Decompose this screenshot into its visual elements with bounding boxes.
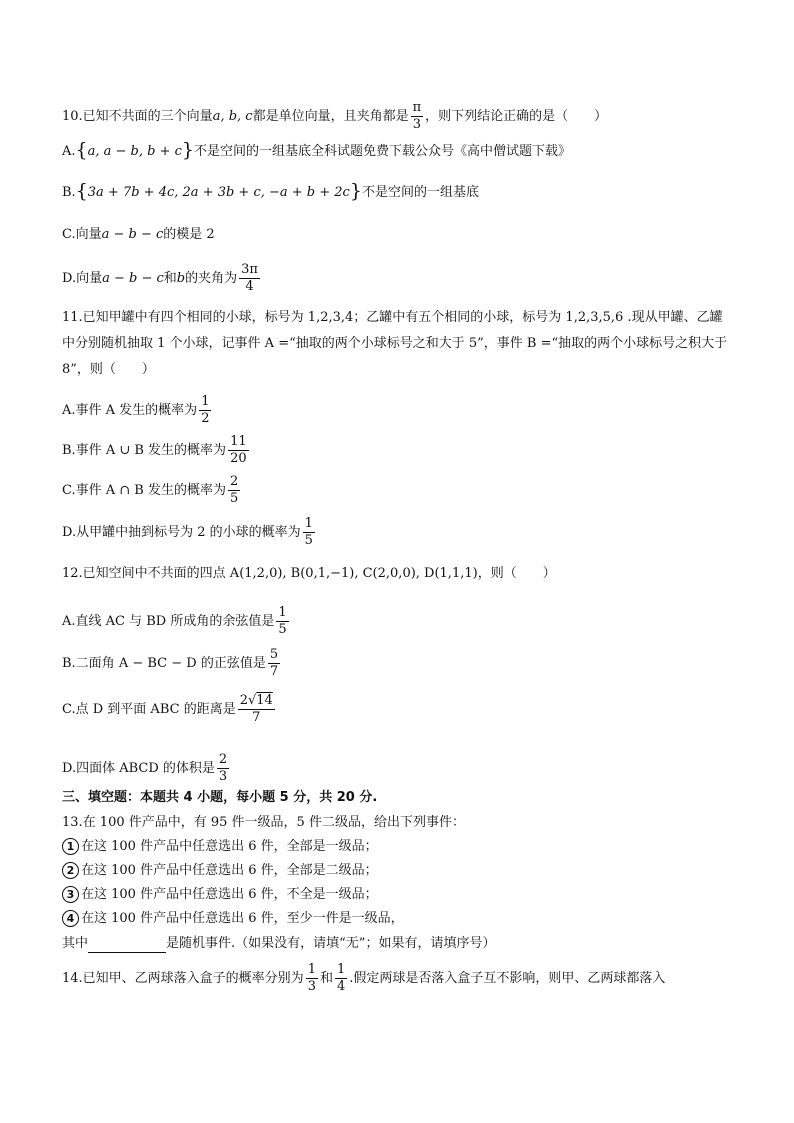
q13-item-1 — [62, 838, 378, 856]
q14-pre: 14.已知甲、乙两球落入盒子的概率分别为 — [62, 971, 304, 986]
q12-a-den: 5 — [278, 622, 287, 637]
circled-number-icon: 4 — [62, 910, 79, 927]
q12-c-num-rad: 14 — [256, 693, 273, 708]
q10-option-b: B.{3a + 7b + 4c, 2a + 3b + c, −a + b + 2c}不是空间的一组基底 — [62, 180, 479, 202]
q12-b-num: 5 — [269, 647, 279, 662]
q10-a-label: A. — [62, 144, 76, 159]
q14-post: .假定两球是否落入盒子互不影响，则甲、乙两球都落入 — [349, 971, 666, 986]
q13-answer-blank[interactable] — [88, 938, 166, 953]
q12-a-text: A.直线 AC 与 BD 所成角的余弦值是 — [62, 614, 275, 629]
q12-b-fraction — [268, 647, 280, 680]
q10-c-text2: 的模是 2 — [163, 227, 215, 242]
q11-a-den: 2 — [201, 411, 210, 426]
q10-option-a: A.{a, a − b, b + c}不是空间的一组基底全科试题免费下载公众号《高中僧试题下载》 — [62, 139, 572, 161]
q13-ask-post: 是随机事件.（如果没有，请填“无”；如果有，请填序号） — [166, 936, 496, 951]
q11-b-num: 11 — [230, 434, 247, 449]
q10-d-math1: a − b − c — [102, 271, 164, 286]
circled-number-icon: 1 — [62, 838, 79, 855]
q12-a-fraction — [276, 605, 288, 638]
q12-option-b — [62, 647, 282, 680]
q11-b-text: B.事件 A ∪ B 发生的概率为 — [62, 443, 227, 458]
q13-item-2 — [62, 862, 378, 880]
q11-a-fraction — [199, 394, 211, 427]
q11-a-text: A.事件 A 发生的概率为 — [62, 403, 198, 418]
q13-item-4 — [62, 910, 404, 928]
q13-item-1-text: 在这 100 件产品中任意选出 6 件，全部是一级品； — [81, 839, 378, 854]
q10-option-d — [62, 262, 262, 295]
q10-d-fraction — [239, 262, 260, 295]
q10-b-label: B. — [62, 185, 76, 200]
q10-vectors: a, b, c — [212, 109, 253, 124]
q12-c-num: 2√14 — [239, 693, 273, 708]
q12-option-c — [62, 693, 277, 726]
q12-b-den: 7 — [269, 664, 279, 679]
q10-d-den: 4 — [245, 279, 254, 294]
circled-number-icon: 2 — [62, 862, 79, 879]
q10-stem-mid: 都是单位向量，且夹角都是 — [252, 109, 409, 124]
q11-b-fraction — [228, 434, 249, 467]
q13-item-3-text: 在这 100 件产品中任意选出 6 件，不全是一级品； — [81, 887, 378, 902]
q11-c-text: C.事件 A ∩ B 发生的概率为 — [62, 483, 226, 498]
q12-option-d — [62, 752, 231, 785]
q12-option-a — [62, 605, 291, 638]
circled-number-icon: 3 — [62, 886, 79, 903]
q11-a-num: 1 — [201, 394, 210, 409]
q10-d-text2: 和 — [163, 271, 177, 286]
q12-stem: 12.已知空间中不共面的四点 A(1,2,0), B(0,1,−1), C(2,0,0), D(1,1,1)，则（ ） — [62, 566, 556, 581]
q10-stem-post: ，则下列结论正确的是（ ） — [425, 109, 608, 124]
q10-angle-num: π — [412, 100, 422, 115]
q11-option-b — [62, 434, 251, 467]
q11-d-num: 1 — [304, 516, 313, 531]
q12-c-fraction — [238, 693, 275, 726]
q13-item-3 — [62, 886, 378, 904]
q11-d-den: 5 — [304, 533, 313, 548]
q13-ask — [62, 935, 495, 953]
q12-c-num-coef: 2 — [239, 693, 248, 708]
q12-d-fraction — [217, 752, 229, 785]
q11-option-d — [62, 516, 317, 549]
q10-d-text3: 的夹角为 — [185, 271, 238, 286]
q10-b-text: 不是空间的一组基底 — [361, 185, 479, 200]
q12-d-num: 2 — [218, 752, 228, 767]
q11-b-den: 20 — [230, 451, 247, 466]
q13-item-4-text: 在这 100 件产品中任意选出 6 件，至少一件是一级品， — [81, 911, 404, 926]
q14-stem — [62, 962, 665, 995]
q10-stem-pre: 10.已知不共面的三个向量 — [62, 109, 213, 124]
q10-a-math: a, a − b, b + c — [87, 144, 182, 159]
q11-option-c — [62, 474, 242, 507]
q13-stem: 13.在 100 件产品中，有 95 件一级品，5 件二级品，给出下列事件： — [62, 815, 465, 830]
q12-d-den: 3 — [218, 769, 228, 784]
q14-f2-num: 1 — [336, 962, 346, 977]
q10-a-text: 不是空间的一组基底全科试题免费下载公众号《高中僧试题下载》 — [194, 144, 572, 159]
q13-item-2-text: 在这 100 件产品中任意选出 6 件，全部是二级品； — [81, 863, 378, 878]
q14-fraction-2 — [335, 962, 347, 995]
q10-b-math: 3a + 7b + 4c, 2a + 3b + c, −a + b + 2c — [87, 185, 350, 200]
q14-mid: 和 — [319, 971, 333, 986]
q10-stem — [62, 100, 607, 133]
q12-d-text: D.四面体 ABCD 的体积是 — [62, 761, 215, 776]
q11-c-fraction — [228, 474, 240, 507]
q13-ask-pre: 其中 — [62, 936, 89, 951]
q10-c-text1: C.向量 — [62, 227, 102, 242]
q11-d-fraction — [303, 516, 315, 549]
q11-c-den: 5 — [229, 491, 239, 506]
q12-c-text: C.点 D 到平面 ABC 的距离是 — [62, 702, 236, 717]
q10-d-math2: b — [176, 271, 186, 286]
q10-c-math: a − b − c — [101, 227, 164, 242]
q10-angle-fraction — [411, 100, 424, 133]
section-3-title: 三、填空题：本题共 4 小题，每小题 5 分，共 20 分. — [62, 790, 378, 805]
q11-stem: 11.已知甲罐中有四个相同的小球，标号为 1,2,3,4；乙罐中有五个相同的小球，标号为 1,2,3,5,6 .现从甲罐、乙罐中分别随机抽取 1 个小球，记事件 A =“抽取的两个小球标号之和大于 5”，事件 B =“抽取的两个小球标号之积大于 8”，则（ ） — [62, 310, 728, 377]
q10-angle-den: 3 — [412, 117, 421, 132]
q14-f2-den: 4 — [336, 979, 346, 994]
q14-fraction-1 — [306, 962, 318, 995]
q12-a-num: 1 — [278, 605, 287, 620]
q12-b-text: B.二面角 A − BC − D 的正弦值是 — [62, 656, 266, 671]
q10-d-text1: D.向量 — [62, 271, 103, 286]
q14-f1-den: 3 — [307, 979, 316, 994]
q14-f1-num: 1 — [307, 962, 316, 977]
q11-c-num: 2 — [229, 474, 239, 489]
q12-c-den: 7 — [252, 710, 261, 725]
q10-d-num: 3π — [241, 262, 258, 277]
q11-d-text: D.从甲罐中抽到标号为 2 的小球的概率为 — [62, 525, 301, 540]
q11-option-a — [62, 394, 213, 427]
q10-option-c — [62, 226, 215, 244]
